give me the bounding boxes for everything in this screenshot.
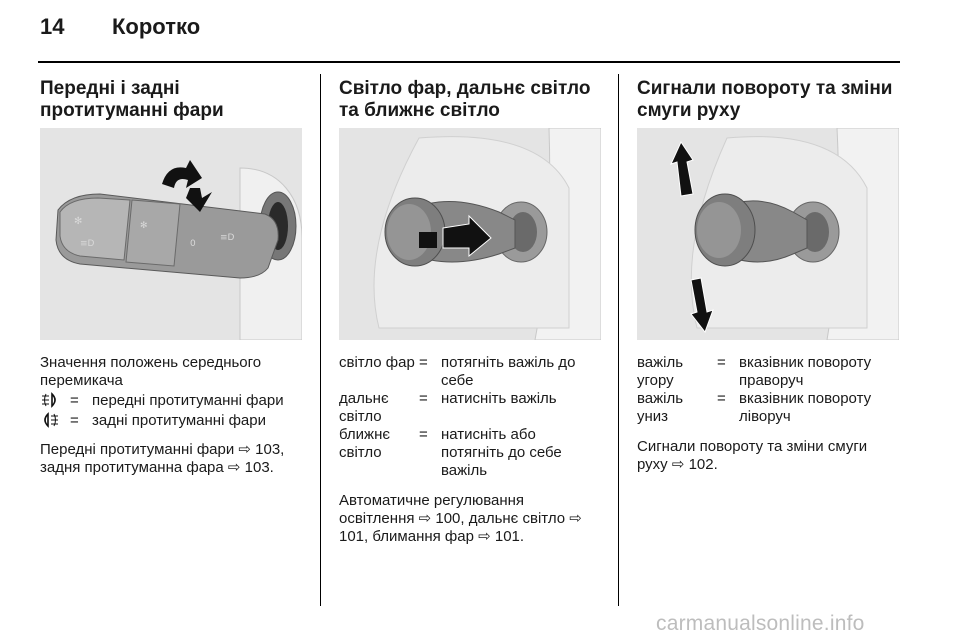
svg-text:✻: ✻ [140,221,148,231]
equals-sign: = [419,426,428,443]
table-row [637,354,899,390]
cross-reference-note: Автоматичне регулювання освітлення ⇨ 100, дальнє світло ⇨ 101, блимання фар ⇨ 101. [339,492,582,545]
row-value: потягніть важіль до себе [441,354,576,389]
row-value: вказівник повороту ліворуч [739,390,872,425]
fog-lights-section [40,78,302,477]
row-key: важіль униз [637,390,684,425]
cross-reference-note: Передні протитуманні фари ⇨ 103, задня протитуманна фара ⇨ 103. [40,441,285,476]
fog-front-icon [40,392,70,412]
headlight-lever-figure [339,128,601,340]
section-title: Сигнали повороту та зміни смуги руху [637,78,893,121]
turn-signal-table [637,354,899,426]
svg-text:≡D: ≡D [80,239,95,249]
row-key: важіль угору [637,354,684,389]
svg-text:≡D: ≡D [220,233,235,243]
watermark: carmanualsonline.info [656,612,865,635]
table-row [339,354,601,390]
fog-symbol-table [40,392,302,432]
equals-sign: = [717,390,726,407]
svg-text:✻: ✻ [74,216,83,227]
turn-lever-figure [637,128,899,340]
fog-lever-figure [40,128,302,340]
row-value: вказівник повороту праворуч [739,354,872,389]
svg-text:0: 0 [190,239,196,249]
row-value: передні протитуманні фари [92,392,284,409]
equals-sign: = [70,412,79,429]
equals-sign: = [717,354,726,371]
table-row [339,390,601,426]
column-divider [618,74,619,606]
equals-sign: = [419,390,428,407]
page-number: 14 [40,14,65,39]
equals-sign: = [419,354,428,371]
column-divider [320,74,321,606]
switch-caption: Значення положень середнього перемикача [40,354,262,389]
section-title: Світло фар, дальнє світло та ближнє світло [339,78,591,121]
section-title: Передні і задні протитуманні фари [40,78,224,121]
table-row [40,392,302,412]
row-value: натисніть або потягніть до себе важіль [441,426,562,479]
header-rule [38,61,900,63]
beam-table [339,354,601,480]
table-row [637,390,899,426]
table-row [40,412,302,432]
turn-signals-section [637,78,899,474]
headlights-section [339,78,601,546]
row-key: ближнє світло [339,426,391,461]
cross-reference-note: Сигнали повороту та зміни смуги руху ⇨ 102. [637,438,868,473]
page-title: Коротко [112,14,201,39]
row-value: натисніть важіль [441,390,557,407]
row-key: світло фар [339,354,415,371]
row-key: дальнє світло [339,390,389,425]
row-value: задні протитуманні фари [92,412,266,429]
equals-sign: = [70,392,79,409]
fog-rear-icon [40,412,70,432]
table-row [339,426,601,480]
